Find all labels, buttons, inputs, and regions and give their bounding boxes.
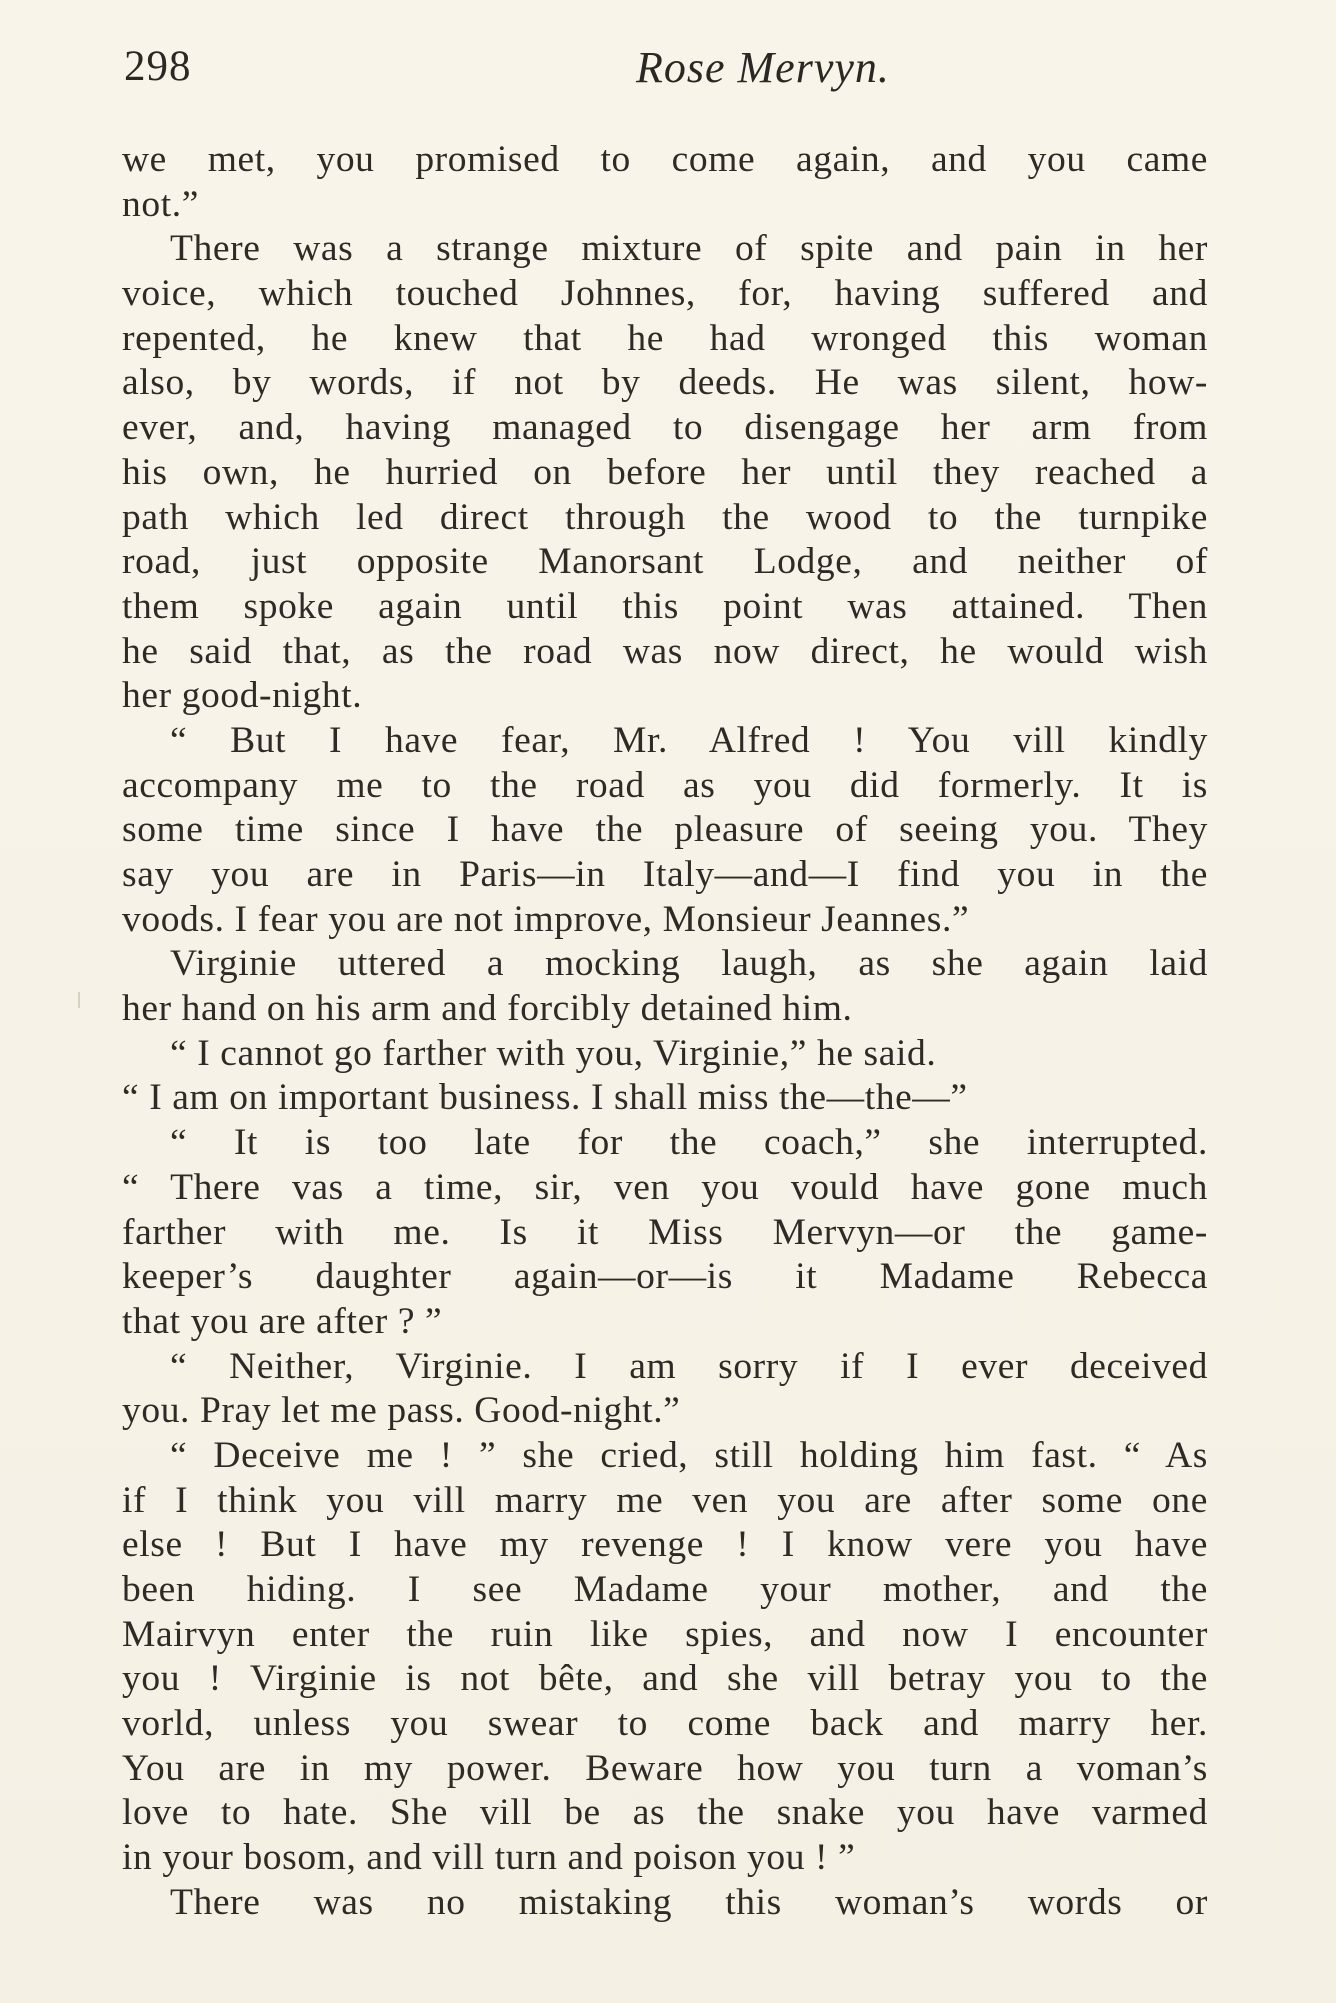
text-line: You are in my power. Beware how you turn a voman’s bbox=[122, 1747, 1208, 1789]
text-line: her good-night. bbox=[122, 675, 363, 717]
text-line: Mairvyn enter the ruin like spies, and now I encounter bbox=[122, 1613, 1208, 1655]
text-line: we met, you promised to come again, and you came bbox=[122, 139, 1208, 180]
page-number: 298 bbox=[124, 43, 192, 90]
text-line: been hiding. I see Madame your mother, and the bbox=[122, 1569, 1208, 1610]
text-line: them spoke again until this point was attained. Then bbox=[122, 585, 1208, 627]
text-line: voice, which touched Johnnes, for, having suffered and bbox=[122, 273, 1208, 315]
text-line: voods. I fear you are not improve, Monsieur Jeannes.” bbox=[122, 898, 970, 940]
text-line: path which led direct through the wood to the turnpike bbox=[122, 496, 1208, 538]
text-line: some time since I have the pleasure of seeing you. They bbox=[122, 809, 1208, 851]
text-line: if I think you vill marry me ven you are after some one bbox=[122, 1479, 1208, 1521]
text-line: love to hate. She vill be as the snake you have varmed bbox=[122, 1792, 1208, 1834]
text-line: keeper’s daughter again—or—is it Madame Rebecca bbox=[122, 1256, 1208, 1298]
text-line: her hand on his arm and forcibly detained him. bbox=[122, 988, 853, 1030]
text-line: vorld, unless you swear to come back and marry her. bbox=[122, 1703, 1208, 1745]
text-line: you. Pray let me pass. Good-night.” bbox=[122, 1390, 681, 1432]
running-head: Rose Mervyn. bbox=[636, 43, 890, 92]
text-line: “ There vas a time, sir, ven you vould have gone much bbox=[122, 1166, 1208, 1208]
text-line: in your bosom, and vill turn and poison you ! ” bbox=[122, 1837, 856, 1879]
text-line: There was no mistaking this woman’s words or bbox=[170, 1881, 1208, 1923]
text-line: road, just opposite Manorsant Lodge, and neither of bbox=[122, 541, 1208, 583]
margin-mark bbox=[78, 992, 80, 1008]
body-text bbox=[122, 138, 1208, 1926]
text-line: ever, and, having managed to disengage her arm from bbox=[122, 407, 1208, 449]
page-header bbox=[124, 42, 1204, 102]
text-line: repented, he knew that he had wronged this woman bbox=[122, 317, 1208, 359]
text-line: Virginie uttered a mocking laugh, as she again laid bbox=[170, 943, 1208, 985]
text-line: farther with me. Is it Miss Mervyn—or the game- bbox=[122, 1211, 1208, 1253]
text-line: also, by words, if not by deeds. He was silent, how- bbox=[122, 362, 1208, 404]
text-line: accompany me to the road as you did formerly. It is bbox=[122, 764, 1208, 806]
text-line: “ I am on important business. I shall miss the—the—” bbox=[122, 1077, 968, 1119]
text-line: his own, he hurried on before her until they reached a bbox=[122, 451, 1208, 493]
text-line: not.” bbox=[122, 183, 199, 225]
text-line: “ But I have fear, Mr. Alfred ! You vill kindly bbox=[170, 719, 1208, 761]
text-line: “ Deceive me ! ” she cried, still holding him fast. “ As bbox=[170, 1434, 1208, 1476]
text-line: say you are in Paris—in Italy—and—I find you in the bbox=[122, 854, 1208, 895]
text-line: he said that, as the road was now direct, he would wish bbox=[122, 630, 1208, 672]
text-line: else ! But I have my revenge ! I know vere you have bbox=[122, 1524, 1208, 1566]
text-line: “ I cannot go farther with you, Virginie,” he said. bbox=[170, 1032, 937, 1074]
text-line: There was a strange mixture of spite and pain in her bbox=[170, 228, 1208, 270]
text-line: that you are after ? ” bbox=[122, 1300, 443, 1342]
text-line: “ Neither, Virginie. I am sorry if I ever deceived bbox=[170, 1345, 1208, 1387]
text-line: you ! Virginie is not bête, and she vill betray you to the bbox=[122, 1658, 1208, 1700]
text-line: “ It is too late for the coach,” she interrupted. bbox=[170, 1122, 1208, 1164]
